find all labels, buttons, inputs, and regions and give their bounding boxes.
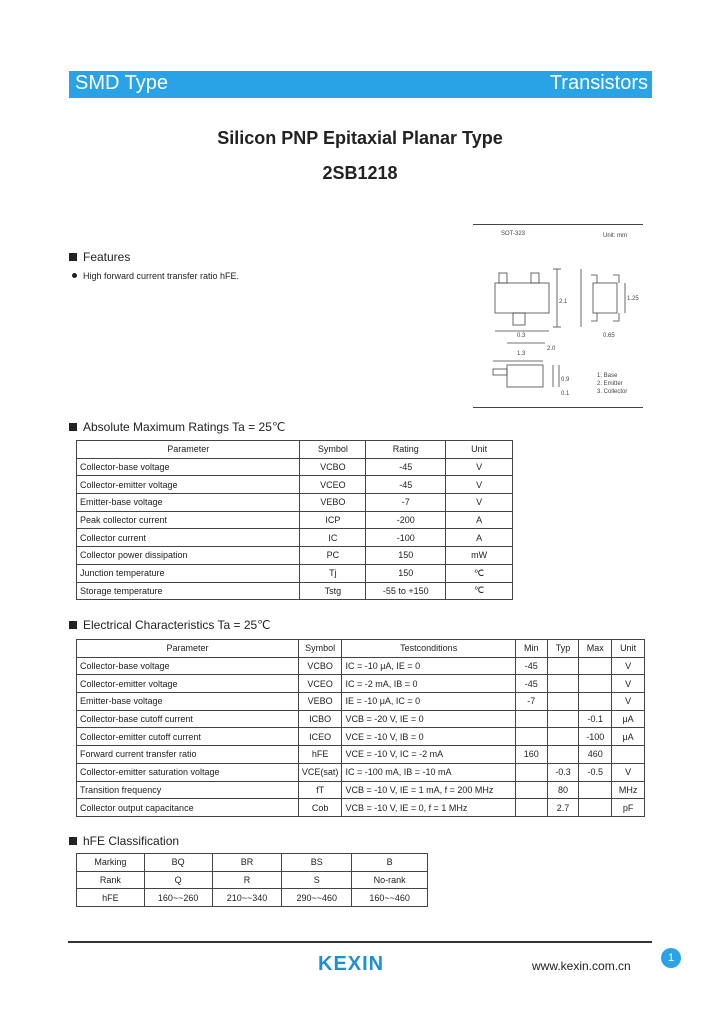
pin-label: 2. Emitter [597, 381, 623, 387]
table-cell [579, 799, 612, 817]
table-cell: Collector-emitter voltage [77, 675, 299, 693]
table-row [77, 746, 645, 764]
features-heading-text: Features [83, 250, 131, 264]
table-cell: Collector current [77, 529, 300, 547]
table-row [77, 458, 513, 476]
table-cell: ICEO [298, 728, 342, 746]
abs-max-heading [69, 420, 285, 434]
table-cell [547, 728, 579, 746]
table-cell [547, 693, 579, 711]
table-cell: A [446, 511, 513, 529]
table-cell: hFE [77, 889, 145, 907]
table-cell: 160~~260 [144, 889, 212, 907]
bullet-square-icon [69, 621, 77, 629]
table-cell: 80 [547, 781, 579, 799]
table-cell: V [446, 494, 513, 512]
dim-label: 1.3 [517, 351, 526, 357]
table-cell: 160 [515, 746, 547, 764]
dim-label: 0.65 [603, 333, 615, 339]
footer-url[interactable]: www.kexin.com.cn [532, 959, 631, 973]
table-cell: B [352, 854, 428, 872]
table-header-row [77, 441, 513, 459]
table-cell: -200 [366, 511, 446, 529]
table-cell: Cob [298, 799, 342, 817]
table-cell: -45 [366, 476, 446, 494]
table-cell: Emitter-base voltage [77, 494, 300, 512]
table-cell: ℃ [446, 582, 513, 600]
hfe-heading-text: hFE Classification [83, 834, 180, 848]
table-row [77, 728, 645, 746]
table-cell [612, 746, 645, 764]
table-cell: Q [144, 871, 212, 889]
table-header-cell: Max [579, 640, 612, 658]
table-cell: VCBO [298, 657, 342, 675]
table-header-cell: Unit [446, 441, 513, 459]
header-banner [69, 71, 652, 98]
table-cell: V [612, 675, 645, 693]
pin-label: 1. Base [597, 373, 618, 379]
table-row [77, 693, 645, 711]
table-cell: -100 [366, 529, 446, 547]
table-cell: VCE = -10 V, IC = -2 mA [342, 746, 515, 764]
table-cell: MHz [612, 781, 645, 799]
table-cell: -0.5 [579, 763, 612, 781]
table-cell: BQ [144, 854, 212, 872]
table-cell: Collector-base cutoff current [77, 710, 299, 728]
table-cell: -0.1 [579, 710, 612, 728]
table-cell: R [212, 871, 282, 889]
table-cell: -7 [515, 693, 547, 711]
header-left-text: SMD Type [75, 72, 168, 94]
table-row [77, 763, 645, 781]
table-cell: mW [446, 547, 513, 565]
table-cell: Tj [300, 564, 366, 582]
table-cell: 290~~460 [282, 889, 352, 907]
table-cell: BS [282, 854, 352, 872]
part-number: 2SB1218 [322, 163, 398, 183]
table-cell: VCEO [298, 675, 342, 693]
bullet-square-icon [69, 837, 77, 845]
table-cell: V [612, 657, 645, 675]
table-cell [579, 675, 612, 693]
table-cell: V [612, 763, 645, 781]
table-cell: ICP [300, 511, 366, 529]
package-unit: Unit: mm [603, 233, 627, 239]
table-cell: BR [212, 854, 282, 872]
table-cell: -0.3 [547, 763, 579, 781]
table-header-cell: Typ [547, 640, 579, 658]
table-cell: Transition frequency [77, 781, 299, 799]
table-cell: VEBO [298, 693, 342, 711]
table-row [77, 511, 513, 529]
footer-divider [68, 941, 652, 943]
table-cell: 150 [366, 547, 446, 565]
table-cell: VCE = -10 V, IB = 0 [342, 728, 515, 746]
table-cell: No-rank [352, 871, 428, 889]
table-cell: Forward current transfer ratio [77, 746, 299, 764]
table-header-cell: Parameter [77, 640, 299, 658]
table-cell: Collector output capacitance [77, 799, 299, 817]
table-cell [547, 675, 579, 693]
table-cell: IC = -10 μA, IE = 0 [342, 657, 515, 675]
table-row [77, 710, 645, 728]
table-cell: Marking [77, 854, 145, 872]
table-cell: S [282, 871, 352, 889]
table-cell: A [446, 529, 513, 547]
table-row [77, 529, 513, 547]
table-cell: Collector-base voltage [77, 657, 299, 675]
feature-item [72, 271, 239, 281]
table-cell: V [446, 458, 513, 476]
table-cell: Collector-emitter voltage [77, 476, 300, 494]
hfe-heading [69, 834, 179, 848]
table-cell: 150 [366, 564, 446, 582]
elec-heading-text: Electrical Characteristics Ta = 25℃ [83, 618, 271, 632]
dim-label: 1.25 [627, 296, 639, 302]
table-cell: Collector-base voltage [77, 458, 300, 476]
dim-label: 0.3 [517, 333, 526, 339]
table-cell: 160~~460 [352, 889, 428, 907]
table-cell: pF [612, 799, 645, 817]
table-cell: IC [300, 529, 366, 547]
table-header-cell: Symbol [300, 441, 366, 459]
table-cell: -55 to +150 [366, 582, 446, 600]
feature-text: High forward current transfer ratio hFE. [83, 271, 240, 281]
table-cell: 210~~340 [212, 889, 282, 907]
table-cell: Collector-emitter saturation voltage [77, 763, 299, 781]
doc-title: Silicon PNP Epitaxial Planar Type [217, 128, 503, 148]
table-header-cell: Parameter [77, 441, 300, 459]
table-row [77, 889, 428, 907]
table-cell: μA [612, 728, 645, 746]
table-cell: 2.7 [547, 799, 579, 817]
table-cell: VCB = -10 V, IE = 0, f = 1 MHz [342, 799, 515, 817]
table-cell [515, 728, 547, 746]
table-row [77, 657, 645, 675]
table-cell [579, 657, 612, 675]
features-heading [69, 250, 130, 264]
package-name: SOT-323 [501, 231, 526, 237]
dim-label: 2.1 [559, 299, 568, 305]
table-cell [515, 799, 547, 817]
table-cell [579, 781, 612, 799]
table-row [77, 781, 645, 799]
table-cell: -45 [515, 675, 547, 693]
hfe-table [76, 853, 428, 907]
table-cell: VEBO [300, 494, 366, 512]
table-cell: μA [612, 710, 645, 728]
table-cell: Collector power dissipation [77, 547, 300, 565]
table-cell: ℃ [446, 564, 513, 582]
table-row [77, 564, 513, 582]
table-cell: IC = -2 mA, IB = 0 [342, 675, 515, 693]
table-header-cell: Min [515, 640, 547, 658]
table-header-cell: Testconditions [342, 640, 515, 658]
table-cell: Peak collector current [77, 511, 300, 529]
table-cell: Rank [77, 871, 145, 889]
table-cell: Emitter-base voltage [77, 693, 299, 711]
table-cell: PC [300, 547, 366, 565]
elec-heading [69, 618, 271, 632]
table-cell: V [612, 693, 645, 711]
table-cell: hFE [298, 746, 342, 764]
table-cell: Collector-emitter cutoff current [77, 728, 299, 746]
table-cell: 460 [579, 746, 612, 764]
abs-max-heading-text: Absolute Maximum Ratings Ta = 25℃ [83, 420, 286, 434]
table-row [77, 799, 645, 817]
dim-label: 0.9 [561, 377, 570, 383]
table-cell: VCB = -20 V, IE = 0 [342, 710, 515, 728]
table-cell: -45 [515, 657, 547, 675]
table-header-cell: Rating [366, 441, 446, 459]
table-cell: IE = -10 μA, IC = 0 [342, 693, 515, 711]
table-cell [547, 746, 579, 764]
table-cell [547, 710, 579, 728]
table-cell: IC = -100 mA, IB = -10 mA [342, 763, 515, 781]
table-row [77, 476, 513, 494]
table-header-cell: Unit [612, 640, 645, 658]
table-row [77, 582, 513, 600]
table-row [77, 547, 513, 565]
table-cell [515, 710, 547, 728]
table-cell: V [446, 476, 513, 494]
dim-label: 0.1 [561, 391, 570, 397]
abs-max-table [76, 440, 513, 600]
table-cell [515, 763, 547, 781]
table-row [77, 854, 428, 872]
table-cell: ICBO [298, 710, 342, 728]
table-cell: Junction temperature [77, 564, 300, 582]
table-cell: VCB = -10 V, IE = 1 mA, f = 200 MHz [342, 781, 515, 799]
kexin-logo: KEXIN [318, 953, 385, 975]
table-row [77, 871, 428, 889]
table-cell [547, 657, 579, 675]
pin-label: 3. Collector [597, 389, 628, 395]
table-cell: -100 [579, 728, 612, 746]
dim-label: 2.0 [547, 346, 556, 352]
table-cell: VCBO [300, 458, 366, 476]
table-cell [579, 693, 612, 711]
table-cell: VCEO [300, 476, 366, 494]
table-cell [515, 781, 547, 799]
table-cell: Tstg [300, 582, 366, 600]
table-cell: VCE(sat) [298, 763, 342, 781]
elec-table [76, 639, 645, 817]
bullet-square-icon [69, 253, 77, 261]
table-row [77, 494, 513, 512]
package-drawing [473, 224, 643, 408]
bullet-square-icon [69, 423, 77, 431]
table-cell: fT [298, 781, 342, 799]
bullet-dot-icon [72, 273, 77, 278]
page-number: 1 [661, 948, 681, 968]
table-cell: -7 [366, 494, 446, 512]
package-outline-svg [473, 225, 643, 407]
table-cell: Storage temperature [77, 582, 300, 600]
table-row [77, 675, 645, 693]
table-header-cell: Symbol [298, 640, 342, 658]
table-header-row [77, 640, 645, 658]
header-right-text: Transistors [549, 72, 648, 94]
table-cell: -45 [366, 458, 446, 476]
